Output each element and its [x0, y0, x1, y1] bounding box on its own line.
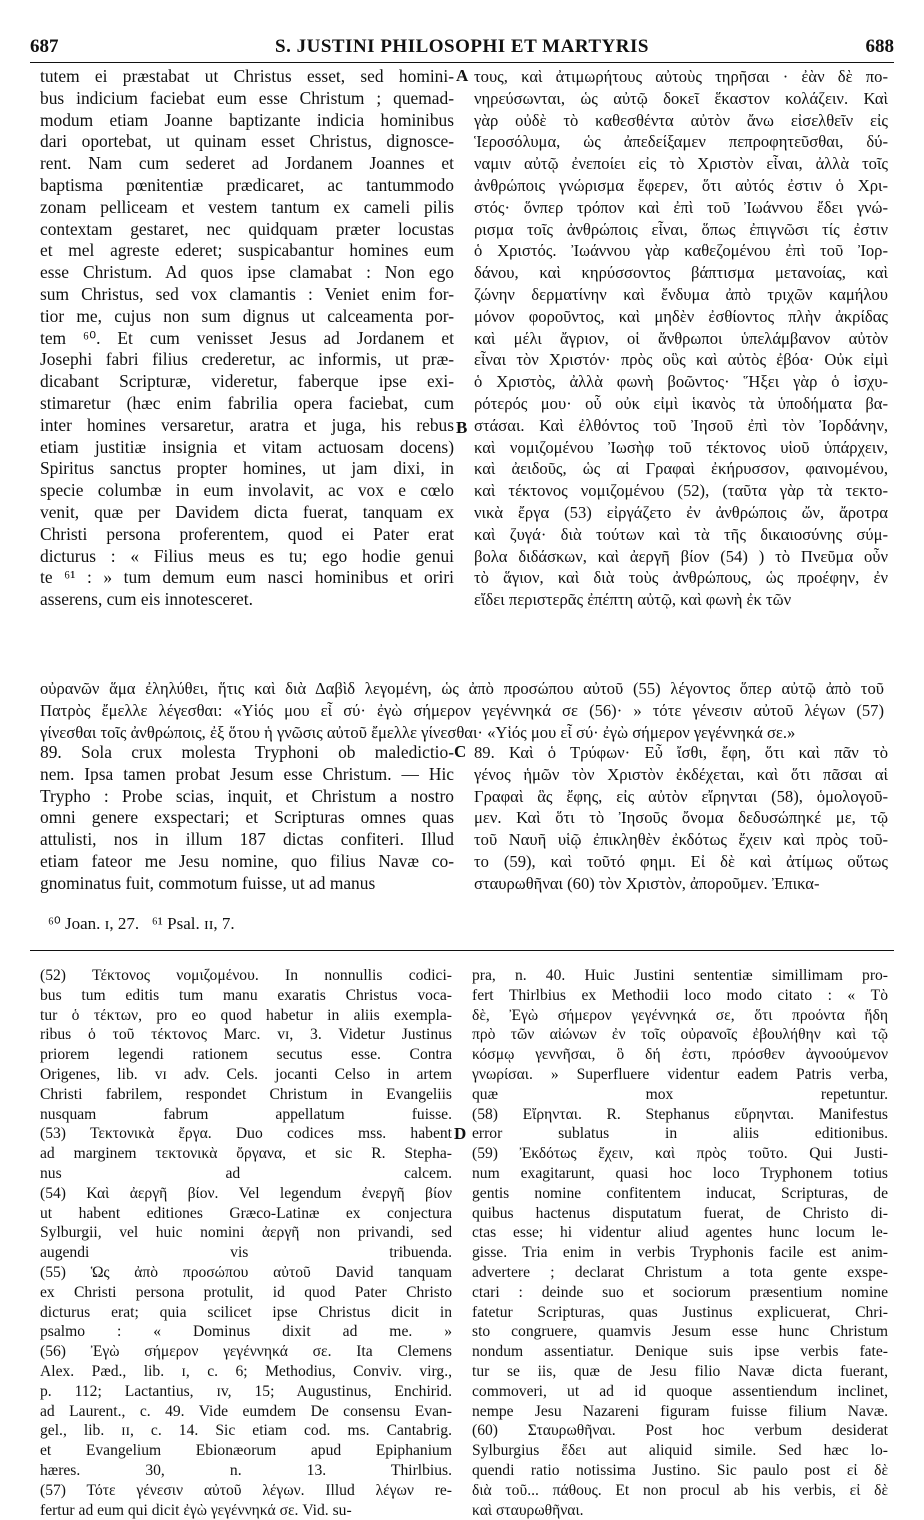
latin-text-line: asserens, cum eis innotesceret. [40, 589, 253, 610]
note-line: psalmo : « Dominus dixit ad me. » [40, 1323, 452, 1341]
full-width-greek [40, 678, 884, 743]
latin-text-line: te ⁶¹ : » tum demum eum nasci hominibus et oriri [40, 567, 454, 588]
note-line: κόσμῳ γεννῆσαι, ὃ δή ἐστι, πρόσθεν ἀγνοούμενον [472, 1046, 888, 1064]
note-line: (60) Σταυρωθῆναι. Post hoc verbum desiderat [472, 1422, 888, 1440]
latin-text-line: rent. Nam cum sederet ad Jordanem Joannes et [40, 153, 454, 174]
greek-text-line: καὶ μέλι ἄγριον, οἱ ἄνθρωποι ὑπελάμβανον αὐτὸν [474, 328, 888, 348]
note-line: sto congruere, quamvis Jesum esse hunc Christum [472, 1323, 888, 1341]
note-line: fatetur Scripturas, quas Justinus explicuerat, Chri- [472, 1303, 888, 1321]
note-line: commoveri, ut ad id quoque assentiendum inclinet, [472, 1382, 888, 1400]
greek-text-line: καὶ τέκτονος νομιζομένου (52), (ταῦτα γὰρ τὰ τεκτο- [474, 481, 888, 501]
notes-right-column [472, 966, 888, 1520]
latin-text-line: modum etiam Joanne baptizante indicia hominibus [40, 109, 454, 130]
latin-text-line: et mel agreste ederet; suspicabantur homines eum [40, 240, 454, 261]
note-line: (57) Τότε γένεσιν αὐτοῦ λέγων. Illud λέγων re- [40, 1481, 452, 1499]
latin-text-line: tem ⁶⁰. Et cum venisset Jesus ad Jordanem et [40, 327, 454, 348]
note-line: num exagitarunt, quasi hoc loco Tryphonem totius [472, 1164, 888, 1182]
page-number-left: 687 [30, 36, 59, 57]
greek-text-line: ζώνην δερματίνην καὶ ἔνδυμα ἀπὸ τριχῶν καμήλου [474, 284, 888, 304]
latin-text-line: Trypho : Probe scias, inquit, et Christum a nostro [40, 785, 454, 806]
note-line: nempe Jesu Nazareni figuram fuisse filium Navæ. [472, 1402, 888, 1420]
greek-text-line: το (59), καὶ τοῦτό φημι. Εἰ δὲ καὶ ἀτίμως οὕτως [474, 851, 888, 871]
note-line: ut habent editiones Græco-Latinæ ex conjectura [40, 1204, 452, 1222]
full-width-greek-line: Πατρὸς ἔμελλε λέγεσθαι: «Υἱός μου εἶ σύ· ἐγὼ σήμερον γεγέννηκά σε (56)· » τότε γένεσιν αὐτοῦ λέγων (57) [40, 700, 884, 720]
note-line: (52) Τέκτονος νομιζομένου. In nonnullis codici- [40, 967, 452, 984]
note-line: nusquam fabrum appellatum fuisse. [40, 1105, 452, 1123]
note-line: διὰ τοῦ... πάθους. Et non procul ab his verbis, εἰ δὲ [472, 1481, 888, 1499]
greek-text-line: ὁ Χριστός. Ἰωάννου γὰρ καθεζομένου ἐπὶ τοῦ Ἰορ- [474, 241, 888, 261]
latin-text-line: dari oportebat, ut quinam esset Christus, dignosce- [40, 131, 454, 152]
latin-text-line: etiam justitiæ insignia et vitam actuosam docens) [40, 436, 454, 457]
note-line: quibus hactenus disputatum fuerat, de Christo di- [472, 1204, 888, 1222]
note-line: p. 112; Lactantius, ɪv, 15; Augustinus, Enchirid. [40, 1382, 452, 1400]
note-line: Christi fabrilem, respondet Christum in Evangeliis [40, 1085, 452, 1103]
running-title: S. JUSTINI PHILOSOPHI ET MARTYRIS [275, 36, 649, 57]
note-line: bus tum editis tum manu exaratis Christus voca- [40, 986, 452, 1004]
latin-text-line: sum Christus, sed vox clamantis : Veniet enim for- [40, 283, 454, 304]
greek-column [474, 66, 888, 611]
greek-text-line: ναμιν αὐτῷ ἐνεποίει εἰς τὸ Χριστὸν εἶναι, ἀλλὰ τοῖς [474, 154, 888, 174]
note-line: fertur ad eum qui dicit ἐγὼ γεγέννηκά σε. Vid. su- [40, 1501, 352, 1519]
greek-text-line: τοῦ Ναυῆ υἱῷ ἐπικληθὲν ἐκδότως ἔχειν καὶ πρὸς τοῦ- [474, 830, 888, 850]
note-line: Sylburgii, vel huic nomini ἀεργῆ non privandi, sed [40, 1224, 452, 1242]
latin-text-line: etiam fateor me Jesu nomine, quo filius Navæ co- [40, 850, 454, 871]
latin-text-line: 89. Sola crux molesta Tryphoni ob maledictio- [40, 742, 454, 762]
greek-text-line: εἴδει περιστερᾶς ἐπέπτη αὐτῷ, καὶ φωνὴ ἐκ τῶν [474, 590, 792, 610]
margin-letter-a: A [456, 66, 469, 85]
scripture-references: ⁶⁰ Joan. ɪ, 27. ⁶¹ Psal. ɪɪ, 7. [48, 914, 235, 933]
latin-text-line: inter homines versaretur, aratra et juga, his rebus [40, 414, 454, 435]
full-width-greek-line: γίνεσθαι τοῖς ἀνθρώποις, ἐξ ὅτου ἡ γνῶσις αὐτοῦ ἔμελλε γίνεσθαι· «Υἱός μου εἶ σύ· ἐγὼ σήμερον γεγέννηκά σε.» [40, 722, 796, 742]
greek-text-line: νηρεύσωνται, ὡς αὐτῷ δοκεῖ ἕκαστον κολάζειν. Καὶ [474, 88, 888, 108]
latin-text-line: tutem ei præstabat ut Christus esset, sed homini- [40, 66, 454, 86]
latin-text-line: venit, quæ per Davidem dicta fuerat, tanquam ex [40, 501, 454, 522]
latin-text-line: stimaretur (hæc enim fabrilia opera faciebat, cum [40, 392, 454, 413]
latin-text-line: dicturus : « Filius meus es tu; ego hodie genui [40, 545, 454, 566]
latin-text-line: omni genere exspectari; et Scripturas omnes quas [40, 807, 454, 828]
note-line: pra, n. 40. Huic Justini sententiæ simillimam pro- [472, 967, 888, 984]
latin-text-line: esse Christum. Ad quos ipse clamabat : Non ego [40, 262, 454, 283]
greek-text-line: εἶναι τὸν Χριστόν· πρὸς οὓς καὶ αὐτὸς ἐβόα· Οὐκ εἰμὶ [474, 350, 888, 370]
notes-rule [30, 950, 894, 951]
greek-text-line: μόνον φοροῦντος, καὶ μηδὲν ἐσθίοντος πλὴν ἀκρίδας [474, 306, 888, 326]
note-line: Origenes, lib. vɪ adv. Cels. jocanti Celso in artem [40, 1065, 452, 1083]
margin-letter-c: C [454, 742, 467, 761]
latin-text-line: Christi persona proferentem, quod ei Pater erat [40, 523, 454, 544]
greek-text-line: 89. Καὶ ὁ Τρύφων· Εὖ ἴσθι, ἔφη, ὅτι καὶ πᾶν τὸ [474, 743, 888, 762]
note-line: ad marginem τεκτονικὰ ὄργανα, et sic R. Stepha- [40, 1145, 452, 1163]
latin-text-line: tior me, cujus non sum dignus ut calceamenta por- [40, 305, 454, 326]
latin-text-line: bus indicium faciebat eum esse Christum ; quemad- [40, 87, 454, 108]
greek-text-line: γένος ἡμῶν τὸν Χριστὸν ἐκδέχεται, καὶ ὅτι πᾶσαι αἱ [474, 764, 888, 784]
note-line: (56) Ἐγὼ σήμερον γεγέννηκά σε. Ita Clemens [40, 1343, 452, 1361]
note-line: Sylburgius ἔδει aut aliquid simile. Sed hæc lo- [472, 1442, 888, 1460]
greek-text-line: Ἱεροσόλυμα, ὡς ἀπεδείξαμεν πεπροφητεῦσθαι, δύ- [474, 132, 888, 152]
note-line: gel., lib. ɪɪ, c. 14. Sic etiam cod. ms. Cantabrig. [40, 1422, 452, 1440]
margin-letter-d: D [454, 1124, 467, 1143]
note-line: quendi ratio notissima Justino. Sic paulo post εἰ δὲ [472, 1461, 888, 1479]
note-line: (53) Τεκτονικὰ ἔργα. Duo codices mss. habent [40, 1125, 452, 1143]
note-line: ex Christi persona protulit, id quod Pater Christo [40, 1283, 452, 1301]
latin-text-line: specie columbæ in eum involavit, ac vox e cœlo [40, 480, 454, 501]
greek-text-line: δάνου, καὶ κηρύσσοντος βάπτισμα μετανοίας, καὶ [474, 263, 888, 283]
latin-text-line: Josephi fabri filius crederetur, ac informis, ut præ- [40, 349, 454, 370]
latin-text-line: zonam pelliceam et vestem tantum ex cameli pilis [40, 196, 454, 217]
greek-text-line: τους, καὶ ἀτιμωρήτους αὐτοὺς τηρῆσαι · ἐὰν δὲ πο- [474, 67, 888, 86]
latin-column-chapter-89 [40, 742, 454, 895]
note-line: Alex. Pæd., lib. ɪ, c. 6; Methodius, Conviv. virg., [40, 1362, 452, 1380]
full-width-greek-line: οὐρανῶν ἅμα ἐληλύθει, ἥτις καὶ διὰ Δαβὶδ λεγομένη, ὡς ἀπὸ προσώπου αὐτοῦ (55) λέγοντος ὅπερ αὐτῷ ἀπὸ τοῦ [40, 679, 884, 698]
greek-text-line: καὶ ζυγά· διὰ τούτων καὶ τὰ τῆς δικαιοσύνης σύμ- [474, 524, 888, 544]
latin-text-line: contextam gestaret, nec quidquam præter locustas [40, 218, 454, 239]
note-line: hæres. 30, n. 13. Thirlbius. [40, 1461, 452, 1479]
page-number-right: 688 [865, 36, 894, 57]
latin-text-line: attulisti, nos in illum 187 dictas confiteri. Illud [40, 829, 454, 850]
note-line: gentis nomine confitentem inducat, Scripturas, de [472, 1184, 888, 1202]
note-line: tur se iis, quæ de Jesu filio Navæ dicta fuerant, [472, 1362, 888, 1380]
note-line: error sublatus in aliis editionibus. [472, 1125, 888, 1143]
note-line: ctari : deinde suo et sociorum præsentium nomine [472, 1283, 888, 1301]
note-line: tur ὁ τέκτων, pro eo quod habetur in aliis exempla- [40, 1006, 452, 1024]
latin-column [40, 66, 454, 611]
greek-text-line: γὰρ οὐδὲ τὸ καθεσθέντα αὐτὸν ἄνω εἰσελθεῖν εἰς [474, 110, 888, 130]
note-line: (58) Εἴρηνται. R. Stephanus εὕρηνται. Manifestus [472, 1105, 888, 1123]
latin-text-line: nem. Ipsa tamen probat Jesum esse Christum. — Hic [40, 763, 454, 784]
note-line: πρὸ τῶν αἰώνων ἐν τοῖς οὐρανοῖς ἐβουλήθην καὶ τῷ [472, 1026, 888, 1044]
greek-text-line: νικὰ ἔργα (53) εἰργάζετο ἐν ἀνθρώποις ὤν, ἄροτρα [474, 502, 888, 522]
latin-text-line: gnominatus fuit, commotum fuisse, ut ad manus [40, 872, 376, 893]
latin-text-line: dicabant Scripturæ, videretur, faberque ipse exi- [40, 371, 454, 392]
note-line: priorem legendi rationem secutus esse. Contra [40, 1046, 452, 1064]
greek-text-line: ἀνθρώποις γνώρισμα ἔφερεν, ὅτι αὐτός ἐστιν ὁ Χρι- [474, 175, 888, 195]
note-line: (54) Καὶ ἀεργῆ βίον. Vel legendum ἐνεργῆ βίον [40, 1184, 452, 1202]
note-line: nondum assentiatur. Denique suis ipse verbis fate- [472, 1343, 888, 1361]
note-line: advertere ; declarat Christum a tota gente exspe- [472, 1263, 888, 1281]
margin-letter-b: B [456, 418, 468, 437]
greek-text-line: καὶ ἀειδοῦς, ὡς αἱ Γραφαὶ ἐκήρυσσον, φαινομένου, [474, 459, 888, 479]
note-line: καὶ σταυρωθῆναι. [472, 1501, 584, 1519]
note-line: fert Thirlbius ex Methodii loco modo citato : « Τὸ [472, 986, 888, 1004]
greek-text-line: στάσαι. Καὶ ἐλθόντος τοῦ Ἰησοῦ ἐπὶ τὸν Ἰορδάνην, [474, 415, 888, 435]
latin-text-line: baptisma pœnitentiæ prædicaret, ac tantummodo [40, 174, 454, 195]
note-line: (59) Ἐκδότως ἔχειν, καὶ πρὸς τοῦτο. Qui Justi- [472, 1145, 888, 1163]
note-line: augendi vis tribuenda. [40, 1244, 452, 1262]
note-line: nus ad calcem. [40, 1164, 452, 1182]
note-line: (55) Ὡς ἀπὸ προσώπου αὐτοῦ David tanquam [40, 1263, 452, 1281]
greek-text-line: καὶ νομιζομένου Ἰωσὴφ τοῦ τέκτονος υἱοῦ ὑπάρχειν, [474, 437, 888, 457]
note-line: gisse. Tria enim in verbis Tryphonis facile est anim- [472, 1244, 888, 1262]
greek-text-line: Γραφαὶ ἃς ἔφης, εἰς αὐτὸν εἴρηνται (58), ὁμολογοῦ- [474, 786, 888, 806]
greek-text-line: μεν. Καὶ ὅτι τὸ Ἰησοῦς ὄνομα δεδυσώπηκέ με, τῷ [474, 808, 888, 828]
note-line: dicturus erat; quia scilicet ipse Christus dicit in [40, 1303, 452, 1321]
header-rule [30, 62, 894, 63]
note-line: ribus ὁ τοῦ τέκτονος Marc. vɪ, 3. Videtur Justinus [40, 1026, 452, 1044]
running-header [30, 36, 894, 58]
note-line: ad Laurent., c. 49. Vide eumdem De consensu Evan- [40, 1402, 452, 1420]
greek-text-line: βολα διδάσκων, καὶ ἀεργῆ βίον (54) ) τὸ Πνεῦμα οὖν [474, 546, 888, 566]
greek-text-line: ρότερός μου· οὗ οὐκ εἰμὶ ἱκανὸς τὰ ὑποδήματα βα- [474, 393, 888, 413]
latin-text-line: Spiritus sanctus propter homines, ut jam dixi, in [40, 458, 454, 479]
note-line: γνωρίσαι. » Superfluere videntur eadem Patris verba, [472, 1065, 888, 1083]
greek-text-line: σταυρωθῆναι (60) τὸν Χριστὸν, ἀποροῦμεν. Ἐπικα- [474, 873, 820, 893]
greek-text-line: τὸ ἅγιον, καὶ διὰ τοὺς ἀνθρώπους, ὡς προέφην, ἐν [474, 568, 888, 588]
greek-text-line: ὁ Χριστὸς, ἀλλὰ φωνὴ βοῶντος· Ἥξει γὰρ ὁ ἰσχυ- [474, 372, 888, 392]
greek-text-line: ρισμα τοῖς ἀνθρώποις εἶναι, ὅπως ἐπιγνῶσι τίς ἐστιν [474, 219, 888, 239]
greek-column-chapter-89 [474, 742, 888, 895]
notes-left-column [40, 966, 452, 1520]
note-line: et Evangelium Ebionæorum apud Epiphanium [40, 1442, 452, 1460]
note-line: quæ mox repetuntur. [472, 1085, 888, 1103]
note-line: ctas esse; hi videntur aliud agentes hunc locum le- [472, 1224, 888, 1242]
note-line: δὲ, Ἐγὼ σήμερον γεγέννηκά σε, ὅτι προόντα ἤδη [472, 1006, 888, 1024]
greek-text-line: στός· ὅνπερ τρόπον καὶ ἐπὶ τοῦ Ἰωάννου ἔδει γνώ- [474, 197, 888, 217]
